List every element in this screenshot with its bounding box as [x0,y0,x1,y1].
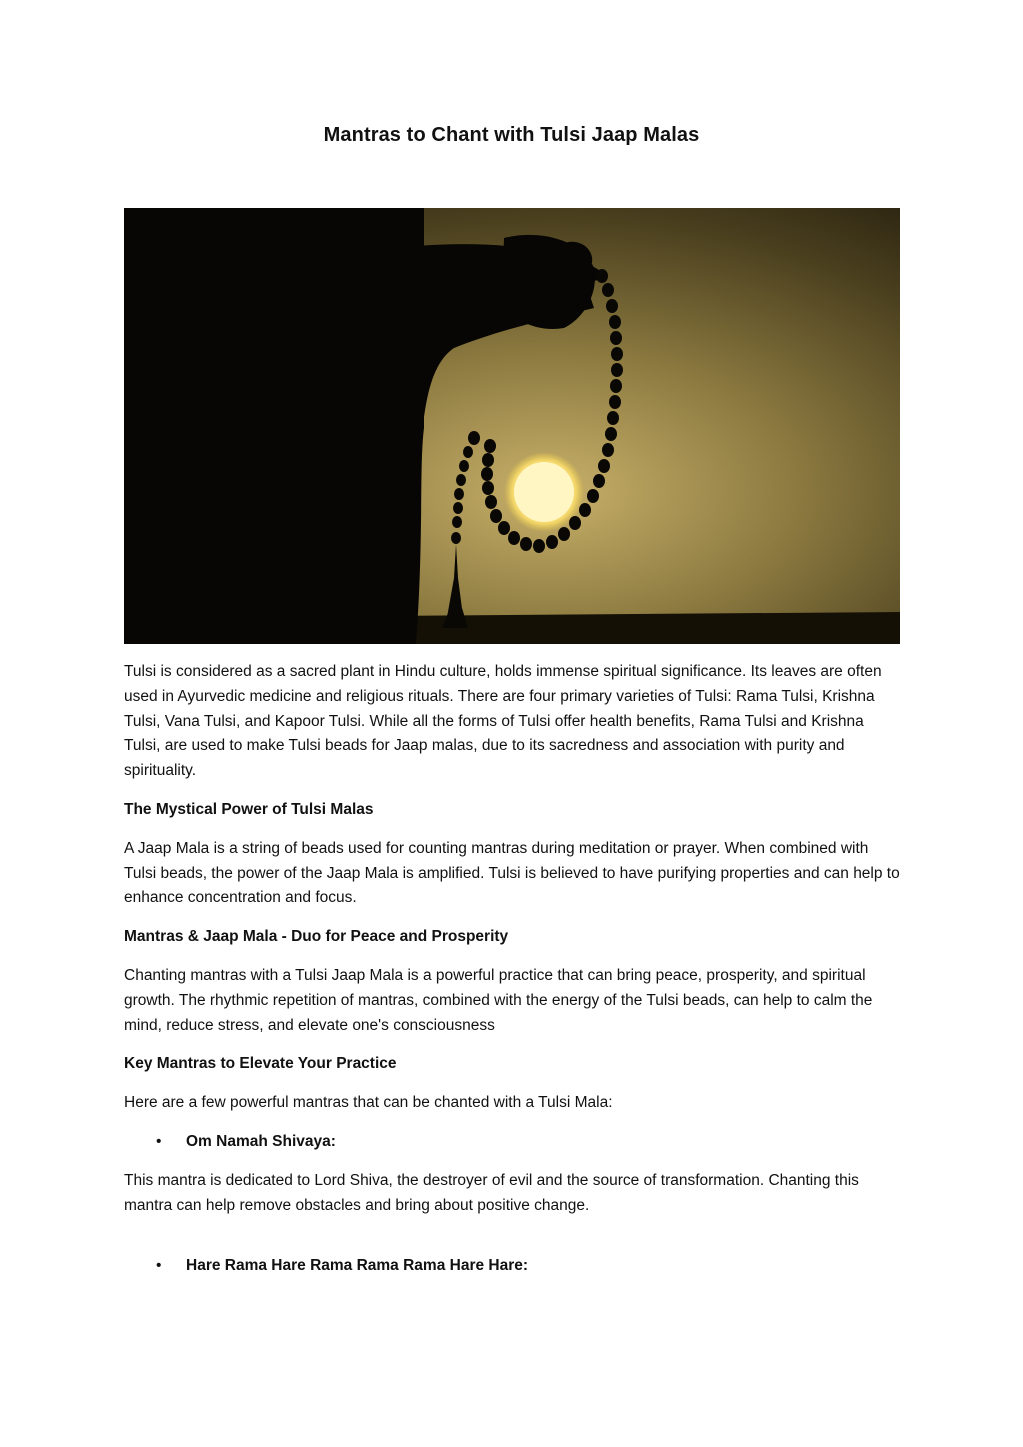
paragraph-jaap-mala: A Jaap Mala is a string of beads used for counting mantras during meditation or prayer. When combined with Tulsi beads, the power of the Jaap Mala is amplified. Tulsi is believed to have purifying properties and can help to enhance concentration and focus. [124,839,900,907]
mantra-2-label: Hare Rama Hare Rama Rama Rama Hare Hare: [186,1257,529,1275]
paragraph-intro-mantras: Here are a few powerful mantras that can be chanted with a Tulsi Mala: [124,1094,613,1112]
paragraph-mantra-1: This mantra is dedicated to Lord Shiva, the destroyer of evil and the source of transformation. Chanting this mantra can help remove obstacles and bring about positive change. [124,1171,859,1214]
mala-photo [124,208,900,644]
paragraph-chanting: Chanting mantras with a Tulsi Jaap Mala is a powerful practice that can bring peace, prosperity, and spiritual growth. The rhythmic repetition of mantras, combined with the energy of the Tulsi beads, can help to calm the mind, reduce stress, and elevate one's consciousness [124,966,873,1034]
article-body [124,660,900,1293]
praying-hands-mala-icon [124,208,900,644]
list-item-mantra-2 [124,1254,900,1279]
page-title: Mantras to Chant with Tulsi Jaap Malas [323,124,700,146]
bullet-icon: • [156,1132,162,1150]
list-item-mantra-1 [124,1130,900,1155]
mantra-1-label: Om Namah Shivaya: [186,1132,336,1150]
bullet-icon: • [156,1257,162,1275]
heading-mystical-power: The Mystical Power of Tulsi Malas [124,800,374,818]
heading-mantras-duo: Mantras & Jaap Mala - Duo for Peace and Prosperity [124,928,509,946]
intro-paragraph: Tulsi is considered as a sacred plant in Hindu culture, holds immense spiritual significance. Its leaves are often used in Ayurvedic medicine and religious rituals. There are four primary varieties of Tulsi: Rama Tulsi, Krishna Tulsi, Vana Tulsi, and Kapoor Tulsi. While all the forms of Tulsi offer health benefits, Rama Tulsi and Krishna Tulsi, are used to make Tulsi beads for Jaap malas, due to its sacredness and association with purity and spirituality. [124,663,882,780]
heading-key-mantras: Key Mantras to Elevate Your Practice [124,1055,397,1073]
